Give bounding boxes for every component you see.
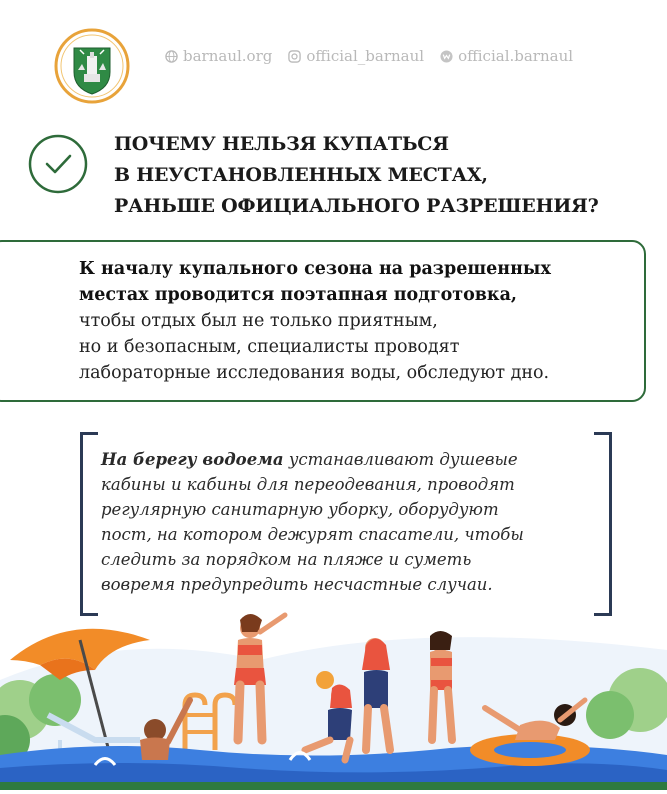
- social-link-website[interactable]: [165, 47, 272, 65]
- quote-line: [101, 447, 591, 472]
- social-label: barnaul.org: [183, 47, 273, 65]
- instagram-icon: [288, 50, 301, 63]
- info-text: [79, 256, 649, 386]
- globe-icon: [165, 50, 178, 63]
- social-link-instagram[interactable]: [288, 47, 424, 65]
- title-line: В НЕУСТАНОВЛЕННЫХ МЕСТАХ,: [114, 164, 488, 186]
- social-label: official_barnaul: [306, 47, 425, 65]
- info-line: чтобы отдых был не только приятным,: [79, 311, 438, 331]
- quote-line: кабины и кабины для переодевания, проводят: [101, 475, 515, 494]
- quote-bracket-right: [594, 432, 612, 616]
- quote-bracket-left: [80, 432, 98, 616]
- quote-first-rest: устанавливают душевые: [283, 450, 518, 469]
- quote-lead: На берегу водоема: [101, 450, 284, 469]
- info-bold-line: К началу купального сезона на разрешенных: [79, 259, 551, 279]
- info-bold-line: местах проводится поэтапная подготовка,: [79, 285, 517, 305]
- title-line: ПОЧЕМУ НЕЛЬЗЯ КУПАТЬСЯ: [114, 133, 449, 155]
- social-links: [165, 47, 573, 65]
- beach-illustration: [0, 590, 667, 790]
- title-line: РАНЬШЕ ОФИЦИАЛЬНОГО РАЗРЕШЕНИЯ?: [114, 195, 599, 217]
- bottom-green-bar: [0, 782, 667, 790]
- vk-icon: [440, 50, 453, 63]
- quote-line: пост, на котором дежурят спасатели, чтобы: [101, 525, 524, 544]
- checkmark-icon: [28, 134, 88, 194]
- quote-line: следить за порядком на пляже и суметь: [101, 550, 472, 569]
- social-link-vk[interactable]: [440, 47, 573, 65]
- social-label: official.barnaul: [458, 47, 574, 65]
- page-title: [114, 129, 654, 222]
- info-line: лабораторные исследования воды, обследуют дно.: [79, 363, 550, 383]
- city-emblem-logo: [54, 28, 130, 104]
- info-line: но и безопасным, специалисты проводят: [79, 337, 460, 357]
- quote-line: регулярную санитарную уборку, оборудуют: [101, 500, 499, 519]
- quote-line: вовремя предупредить несчастные случаи.: [101, 575, 493, 594]
- quote-text: [101, 447, 591, 597]
